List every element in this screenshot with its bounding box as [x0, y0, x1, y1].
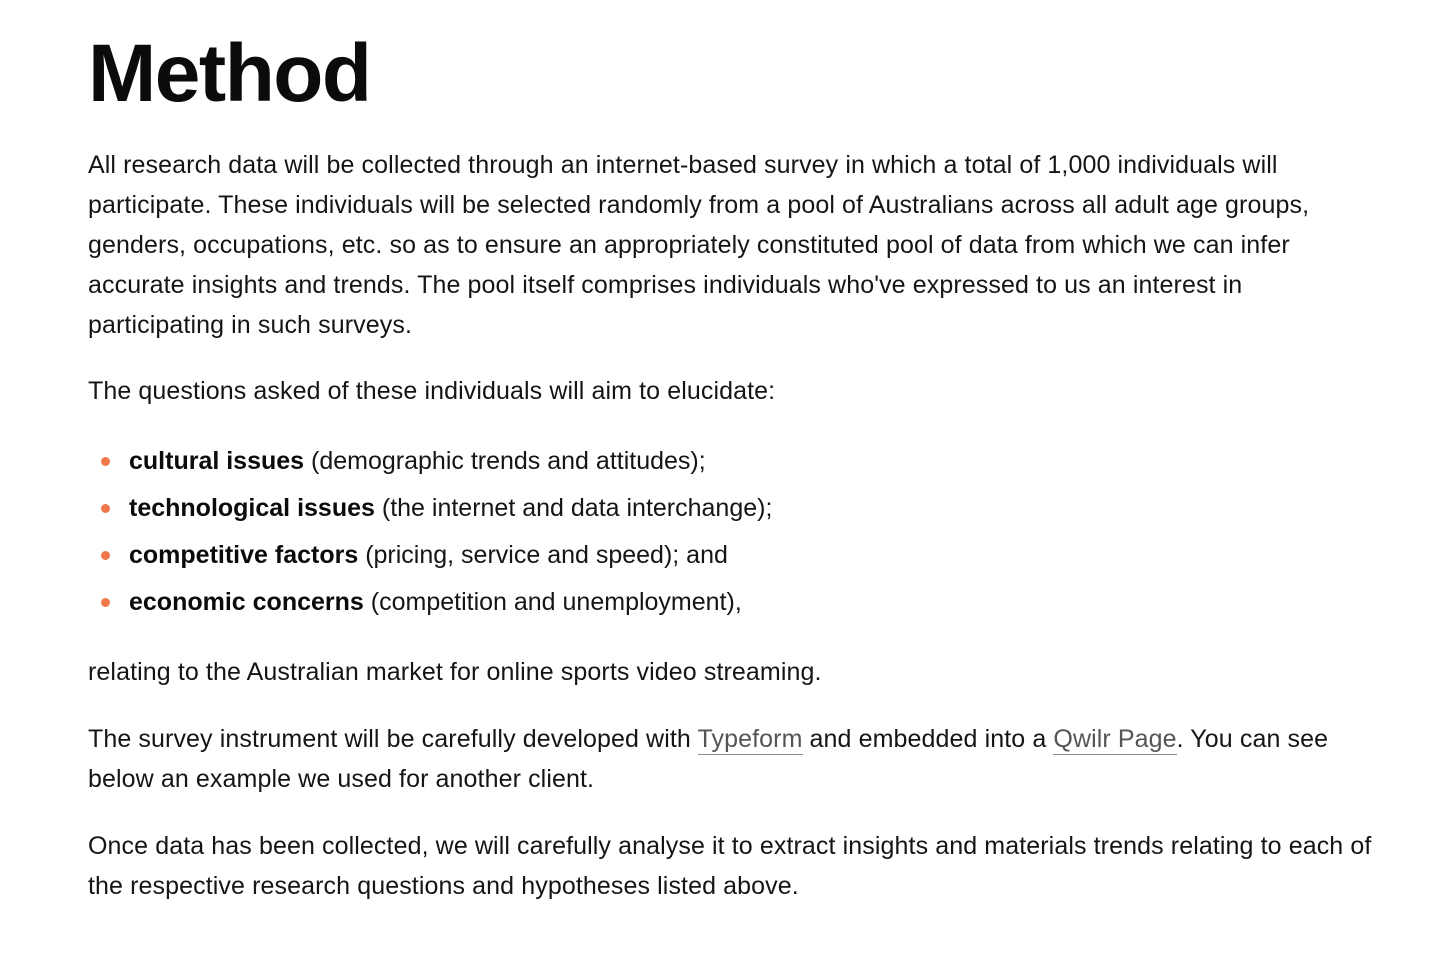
list-item — [88, 485, 1382, 532]
relating-paragraph: relating to the Australian market for online sports video streaming. — [88, 658, 822, 686]
issue-detail: (the internet and data interchange); — [374, 494, 773, 522]
issue-detail: (competition and unemployment), — [363, 588, 742, 616]
issue-term: economic concerns — [129, 588, 364, 616]
issues-list — [88, 438, 1382, 626]
typeform-link[interactable]: Typeform — [697, 725, 803, 753]
bullet-dot-icon — [101, 551, 110, 560]
issue-detail: (pricing, service and speed); and — [358, 541, 728, 569]
issue-detail: (demographic trends and attitudes); — [304, 447, 706, 475]
analysis-paragraph: Once data has been collected, we will carefully analyse it to extract insights and materials trends relating to each of the respective research questions and hypotheses listed above. — [88, 832, 1372, 900]
questions-intro-paragraph: The questions asked of these individuals will aim to elucidate: — [88, 377, 776, 405]
issue-term: competitive factors — [129, 541, 359, 569]
issue-term: technological issues — [129, 494, 375, 522]
survey-text-middle: and embedded into a — [802, 725, 1054, 753]
list-item — [88, 438, 1382, 485]
survey-paragraph — [88, 719, 1382, 799]
intro-paragraph: All research data will be collected through an internet-based survey in which a total of 1,000 individuals will participate. These individuals will be selected randomly from a pool of Australians across all adult age groups, genders, occupations, etc. so as to ensure an appropriately constituted pool of data from which we can infer accurate insights and trends. The pool itself comprises individuals who've expressed to us an interest in participating in such surveys. — [88, 151, 1310, 339]
survey-text-before: The survey instrument will be carefully developed with — [88, 725, 698, 753]
list-item — [88, 579, 1382, 626]
page-title: Method — [88, 28, 371, 119]
bullet-dot-icon — [101, 457, 110, 466]
survey-text-after: . You can see below an example we used for another client. — [88, 725, 1329, 793]
qwilr-page-link[interactable]: Qwilr Page — [1053, 725, 1177, 753]
list-item — [88, 532, 1382, 579]
issue-term: cultural issues — [129, 447, 305, 475]
bullet-dot-icon — [101, 504, 110, 513]
bullet-dot-icon — [101, 598, 110, 607]
